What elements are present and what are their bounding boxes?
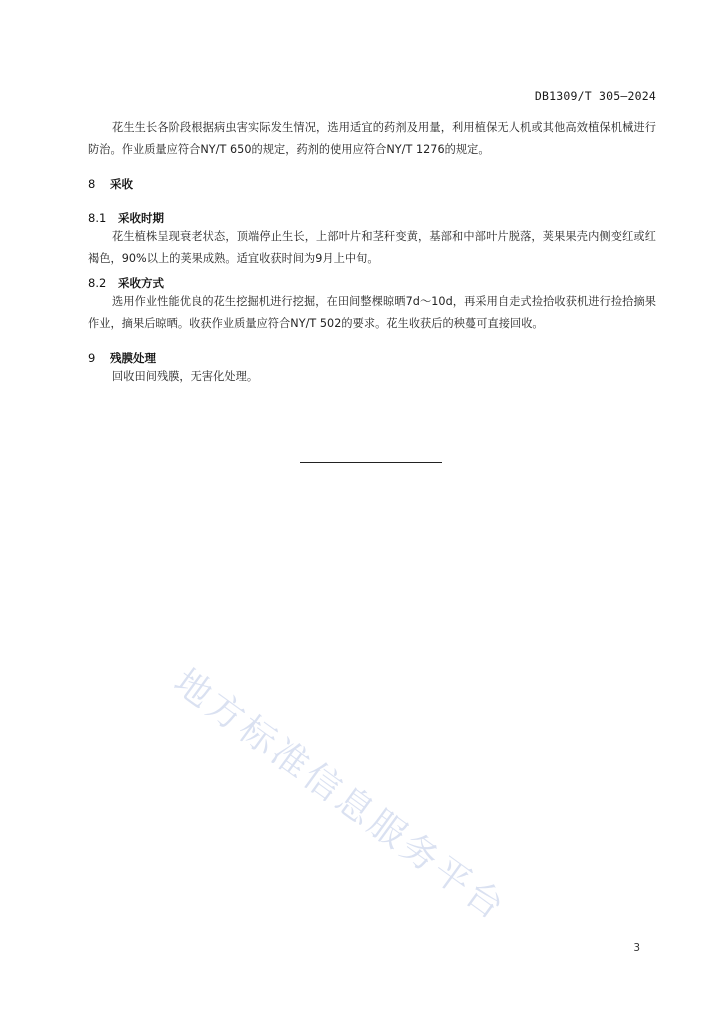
section-9-number: 9 <box>88 351 96 365</box>
document-code: DB1309/T 305—2024 <box>534 89 656 103</box>
section-8-1-heading <box>88 210 656 226</box>
section-8-number: 8 <box>88 177 96 191</box>
section-9-title: 残膜处理 <box>110 351 156 365</box>
document-body <box>88 117 656 388</box>
section-8-heading <box>88 176 656 192</box>
section-8-2-title: 采收方式 <box>118 276 164 290</box>
section-8-1-title: 采收时期 <box>118 211 164 225</box>
section-8-2-heading <box>88 275 656 291</box>
intro-paragraph: 花生生长各阶段根据病虫害实际发生情况，选用适宜的药剂及用量，利用植保无人机或其他高效植保机械进行防治。作业质量应符合NY/T 650的规定，药剂的使用应符合NY/T 1276的规定。 <box>88 121 656 156</box>
section-9-heading <box>88 350 656 366</box>
section-8-1-paragraph: 花生植株呈现衰老状态，顶端停止生长，上部叶片和茎秆变黄，基部和中部叶片脱落，荚果果壳内侧变红或红褐色，90%以上的荚果成熟。适宜收获时间为9月上中旬。 <box>88 230 656 265</box>
section-8-title: 采收 <box>110 177 133 191</box>
section-8-1-number: 8.1 <box>88 211 107 225</box>
page-number: 3 <box>633 942 640 954</box>
end-of-document-rule <box>300 462 442 463</box>
section-8-2-number: 8.2 <box>88 276 107 290</box>
section-8-2-paragraph: 选用作业性能优良的花生挖掘机进行挖掘，在田间整棵晾晒7d～10d，再采用自走式捡拾收获机进行捡拾摘果作业，摘果后晾晒。收获作业质量应符合NY/T 502的要求。花生收获后的秧蔓可直接回收。 <box>88 295 656 330</box>
section-9-paragraph: 回收田间残膜，无害化处理。 <box>112 370 259 383</box>
watermark: 地方标准信息服务平台 <box>166 661 514 930</box>
